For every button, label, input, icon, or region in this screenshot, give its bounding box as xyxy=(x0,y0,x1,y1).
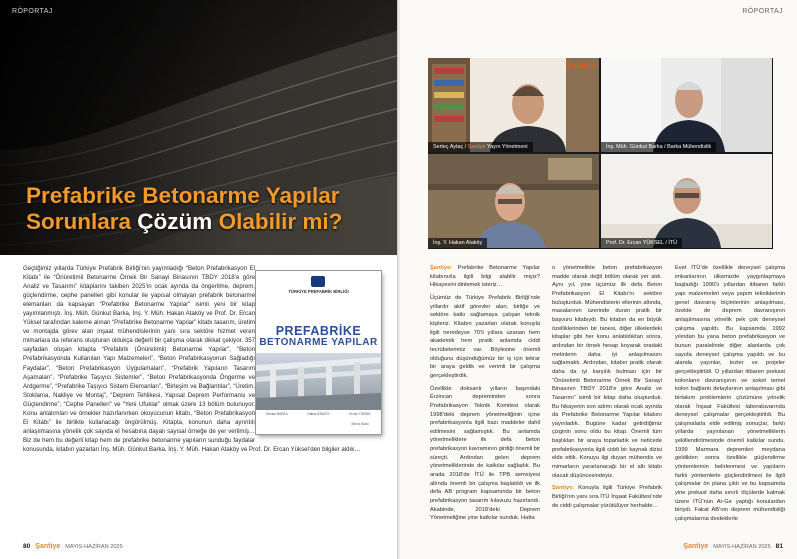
page-number: 80 xyxy=(23,543,31,550)
issue-date: MAYIS-HAZİRAN 2025 xyxy=(65,543,123,550)
question-2: Şantiye: Konuyla ilgili Türkiye Prefabrik Birliği’nin yanı sıra İTÜ İnşaat Fakültesi’nde de ciddi çalışmalar yürütülüyor herhalde… xyxy=(552,485,662,509)
participant-label-1: Serteç Aytaç / Şantiye Yayın Yönetmeni xyxy=(428,142,533,152)
title-highlight: Çözüm xyxy=(137,209,213,234)
intro-paragraph: Geçtiğimiz yıllarda Türkiye Prefabrik Birliği’nin yayımladığı “Beton Prefabrikasyon El Kitabı” ile “Önüretimli Betonarme Örnek Bir Sanayi Binasının TBDY 2018’e göre Analiz ve Tasarımı” kitaplarını takiben 2025’in ocak ayında da öngerilme, deprem, güçlendirme, cephe panelleri gibi konular ile yapısal olmayan prefabrik betonarme elemanları da kapsayan “Prefabrike Betonarme Yapılar” isimli yeni bir kitap yayımlanmıştı. İnş. Müh. Günkut Barka, İnş. Y. Müh. Hakan Ataköy ve Prof. Dr. Ercan Yüksel tarafından kaleme alınan “Prefabrike Betonarme Yapılar” kitabı tasarım, üretim ve montajda görev alan inşaat mühendislerinin yanı sıra sektöre hizmet veren mimarlara da referans oluşturan oldukça değerli bir çalışma olarak dikkat çekiyor. 357 sayfadan oluşan kitapta “Prefabrik (Önüretimli) Betonarme Yapılar”, “Beton Prefabrikasyonda Kullanılan Yapı Malzemeleri”, “Beton Prefabrikasyonun Sağladığı Faydalar”, “Beton Prefabrikasyon Uygulamaları”, “Prefabrik Yapıların Tasarım Aşamaları”, “Prefabrike Taşıyıcı Sistemler”, “Beton Prefabrikasyonda Öngerme ve Ardgerme”, “Prefabrike Taşıyıcı Sistem Elemanları”, “Birleşim ve Bağlantılar”, “Üretim, Stoklama, Nakliye ve Montaj”, “Deprem Tehlikesi, Yapısal Deprem Performansı ve Güçlendirme”, “Cephe Panelleri” ve “Yeni Ufuklar” olmak üzere 13 bölüm bulunuyor. Konu anlatımları ve örnekler hazırlanırken okuyucunun kitabı, “Beton Prefabrikasyon El Kitabı” ile birlikte kullanacağı öngörülmüş. Kitapta, konunun daha ayrıntılı anlaşılmasına yönelik çok sayıda el hesabına dayalı sayısal örneğe de yer verilmiş… Biz de hem bu değerli kitap hem de prefabrike betonarme yapıların sunduğu faydalar konusunda, kitabın yazarları İnş. Müh. Günkut Barka, İnş. Y. Müh. Hakan Ataköy ve Prof. Dr. Ercan Yüksel’den bilgiler aldık… xyxy=(23,265,361,453)
tpb-logo-icon xyxy=(311,276,325,287)
right-footer xyxy=(683,543,783,550)
title-line-2: Sorunlara Çözüm Olabilir mi? xyxy=(26,209,343,234)
left-footer xyxy=(23,543,123,550)
article-title xyxy=(26,183,342,235)
answer-paragraph: Üçümüz de Türkiye Prefabrik Birliği’nde yıllardır aktif görevler alan, birliğe ve sektöre katkı sağlamaya çalışan teknik kişileriz. Kitabın yazarları olarak konuyla ilgili neredeyse 70’li yıllara uzanan hem akademik hem pratik anlamda ciddi tecrübelerimiz var. Böylesine önemli olduğunu düşündüğümüz bir iş için tekrar bir araya geldik ve verimli bir çalışma gerçekleştirdik. xyxy=(430,294,540,379)
book-cover xyxy=(256,271,381,434)
book-cover-image xyxy=(256,353,381,410)
participant-tile-3 xyxy=(428,154,599,248)
answer-paragraph: o yönetmelikte beton prefabrikasyon madde olarak değil bölüm olarak yer aldı. Aynı yıl, yine üçümüz ilk defa Beton Prefabrikasyon El Kitabı’nı sektöre buluşturduk. Mühendislerin ellerinin altında, masalarının üzerinde duran pratik bir başvuru kitabıydı. Bu kitabın da en büyük özelliklerinden bir tanesi, diğer ülkelerdeki kitaplar gibi her konu anlatıldıktan sonra, ardından bir örnek hesap koyarak oradaki metinlerin daha iyi anlaşılmasını sağlamaktı. Ardından, kitabın pratik olarak daha da iyi karşılık bulması için bir “Önüretimli Betonarme Örnek Bir Sanayi Binasının TBDY 2018’e göre Analiz ve Tasarımı” isimli bir kitap daha oluşturduk. Bu hikayenin son adımı olarak ocak ayında da Prefabrike Betonarme Yapılar kitabını yayınladık. Bugüne kadar getirdiğimiz çizginin sonu oldu bu kitap. Önemli tüm başlıkları bir araya toparladık ve neticede prefabrikasyonla ilgili ciddi bir kaynak dizisi elde ettik. Konuyu ilgi duyan mühendis ve mimarların yararlanacağı bir el altı kitabı olacak düşüncesindeyiz. xyxy=(552,265,662,479)
video-call-screenshot xyxy=(428,58,773,249)
right-page xyxy=(400,0,797,559)
left-page xyxy=(0,0,398,559)
section-label: RÖPORTAJ xyxy=(742,8,783,15)
book-title-line-2: BETONARME YAPILAR xyxy=(259,337,378,348)
video-watermark: Şantiye xyxy=(566,61,595,70)
magazine-logo: Şantiye xyxy=(35,543,61,550)
participant-label-3: İnş. Y. Hakan Ataköy xyxy=(428,238,487,248)
title-line-1: Prefabrike Betonarme Yapılar xyxy=(26,183,340,208)
book-title-line-1: PREFABRİKE xyxy=(275,324,362,338)
participant-tile-4 xyxy=(601,154,772,248)
participant-label-4: Prof. Dr. Ercan YÜKSEL / İTÜ xyxy=(601,238,682,248)
participant-tile-2 xyxy=(601,58,772,152)
issue-date: MAYIS-HAZİRAN 2025 xyxy=(713,543,771,550)
section-label: RÖPORTAJ xyxy=(12,8,53,15)
book-edition: Birinci Baskı xyxy=(351,422,369,426)
question-1: Şantiye: Prefabrike Betonarme Yapılar kitabınızla ilgili bilgi alabilir miyiz? Hikayesini dinlemek isteriz… xyxy=(430,265,540,289)
participant-tile-1 xyxy=(428,58,599,152)
answer-paragraph: Evet İTÜ’de özellikle deneysel çalışma imkanlarının ülkemizde yaygınlaşmaya başladığı 1990’lı yıllardan itibaren farklı yapı malzemeleri veya yapım tekniklerinin genel davranış biçimlerinin anlaşılması, özelde de deprem davranışının anlaşılmasına yönelik pek çok deneysel çalışma yapıldı. Bu kapsamda 1992 yılından bu yana beton prefabrikasyon ve bunun paralelinde diğer alanlarda çok sayıda deneysel çalışma yapıldı ve bu alanda yayınlar, tezler ve projeler gerçekleştirildi. O yıllardan itibaren prekast kolonların davranışının ve soket temel kolon bağlantı detaylarının anlaşılması gibi birtakım problemlerin çözümüne yönelik olarak İnşaat Fakültesi laboratuvarında deneysel çalışmalar gerçekleştirildi. Bu çalışmalarla elde edilmiş sonuçlar, farklı yıllarda yayınlanan yönetmeliklerin şekillendirilmesinde önemli katkılar sundu. 1999 Marmara depremleri meydana geldikten sonra özellikle güçlendirme yöntemlerinin belirlenmesi ve yapıların farklı yöntemlerle güçlendirilmesi ile ilgili çalışmalar ön plana çıktı ve bu kapsamda yine prekast daha sınırlı ölçülerde kalmak üzere İTÜ’nün Ar-Ge yaptığı konulardan biriydi. Fakat AB’nin deprem mühendisliği çalışmalarına desteklerle xyxy=(675,265,785,523)
hero-image xyxy=(0,0,398,255)
answer-paragraph: Özellikle doksanlı yılların başındaki Erzincan depreminden sonra Prefabrikasyon Teknik Komitesi olarak 1998’deki deprem yönetmeliğinin içine prefabrikasyonla ilgili bazı maddeler dahil edilmesini sağlamıştık. Bu anlamda yönetmeliklere ilk defa beton prefabrikasyon kavramının girdiği önemli bir süreçti. Ardından gelen deprem yönetmeliklerinde de katkılar sağladık. Bu arada 2018’de İTÜ ile TPB semsiyesi altında önemli bir çalışma başlatıldı ve ilk defa AB program kapsamında bir beton prefabrikasyon tasarım kılavuzu hazırlandı. Akabinde, 2018’deki Deprem Yönetmeliğine yine katkılar sunduk. Hatta xyxy=(430,385,541,522)
article-column-1 xyxy=(430,264,540,523)
page-number: 81 xyxy=(775,543,783,550)
book-authors: Günkut BARKA Hakan ATAKÖY Ercan YÜKSEL xyxy=(265,412,372,416)
participant-label-2: İnş. Müh. Günkut Barka / Barka Mühendislik xyxy=(601,142,716,152)
book-publisher: TÜRKİYE PREFABRİK BİRLİĞİ xyxy=(288,289,349,294)
magazine-logo: Şantiye xyxy=(683,543,709,550)
article-column-3 xyxy=(675,264,785,524)
article-column-2 xyxy=(552,264,662,510)
